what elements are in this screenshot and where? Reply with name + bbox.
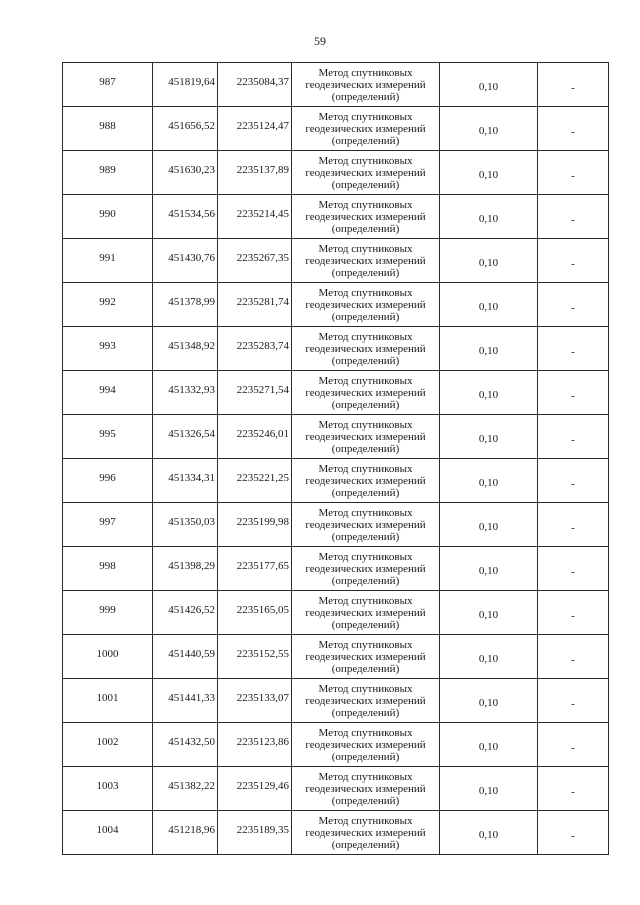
table-row: [63, 151, 609, 195]
table-row: [63, 723, 609, 767]
coordinate-y: 2235137,89: [218, 151, 292, 195]
coordinate-y: 2235084,37: [218, 63, 292, 107]
coordinate-x: 451656,52: [153, 107, 218, 151]
coordinate-x: 451378,99: [153, 283, 218, 327]
description-cell: -: [538, 811, 609, 855]
point-number: 991: [63, 239, 153, 283]
table-row: [63, 459, 609, 503]
table-row: [63, 195, 609, 239]
coordinate-y: 2235199,98: [218, 503, 292, 547]
point-number: 1004: [63, 811, 153, 855]
description-cell: -: [538, 371, 609, 415]
coordinate-x: 451440,59: [153, 635, 218, 679]
method-cell: Метод спутниковых геодезических измерений (определений): [292, 107, 440, 151]
method-cell: Метод спутниковых геодезических измерений (определений): [292, 195, 440, 239]
coordinate-y: 2235271,54: [218, 371, 292, 415]
method-cell: Метод спутниковых геодезических измерений (определений): [292, 547, 440, 591]
table-row: [63, 415, 609, 459]
description-cell: -: [538, 503, 609, 547]
point-number: 987: [63, 63, 153, 107]
coordinate-x: 451332,93: [153, 371, 218, 415]
coordinate-x: 451430,76: [153, 239, 218, 283]
coordinate-x: 451426,52: [153, 591, 218, 635]
coordinate-x: 451382,22: [153, 767, 218, 811]
table-row: [63, 767, 609, 811]
point-number: 994: [63, 371, 153, 415]
table-row: [63, 327, 609, 371]
table-row: [63, 547, 609, 591]
description-cell: -: [538, 195, 609, 239]
table-row: [63, 283, 609, 327]
description-cell: -: [538, 63, 609, 107]
method-cell: Метод спутниковых геодезических измерений (определений): [292, 327, 440, 371]
table-row: [63, 679, 609, 723]
method-cell: Метод спутниковых геодезических измерений (определений): [292, 239, 440, 283]
coordinate-x: 451432,50: [153, 723, 218, 767]
accuracy-cell: 0,10: [440, 63, 538, 107]
description-cell: -: [538, 415, 609, 459]
accuracy-cell: 0,10: [440, 679, 538, 723]
coordinate-x: 451326,54: [153, 415, 218, 459]
point-number: 993: [63, 327, 153, 371]
method-cell: Метод спутниковых геодезических измерений (определений): [292, 371, 440, 415]
method-cell: Метод спутниковых геодезических измерений (определений): [292, 811, 440, 855]
coordinate-y: 2235283,74: [218, 327, 292, 371]
accuracy-cell: 0,10: [440, 107, 538, 151]
accuracy-cell: 0,10: [440, 723, 538, 767]
method-cell: Метод спутниковых геодезических измерений (определений): [292, 767, 440, 811]
coordinate-y: 2235214,45: [218, 195, 292, 239]
coordinate-y: 2235152,55: [218, 635, 292, 679]
coordinate-y: 2235177,65: [218, 547, 292, 591]
accuracy-cell: 0,10: [440, 239, 538, 283]
method-cell: Метод спутниковых геодезических измерений (определений): [292, 283, 440, 327]
accuracy-cell: 0,10: [440, 503, 538, 547]
coordinate-x: 451218,96: [153, 811, 218, 855]
coordinate-y: 2235267,35: [218, 239, 292, 283]
table-row: [63, 371, 609, 415]
accuracy-cell: 0,10: [440, 151, 538, 195]
table-row: [63, 63, 609, 107]
description-cell: -: [538, 679, 609, 723]
point-number: 998: [63, 547, 153, 591]
accuracy-cell: 0,10: [440, 547, 538, 591]
accuracy-cell: 0,10: [440, 371, 538, 415]
table-row: [63, 635, 609, 679]
coordinate-x: 451819,64: [153, 63, 218, 107]
method-cell: Метод спутниковых геодезических измерений (определений): [292, 459, 440, 503]
description-cell: -: [538, 107, 609, 151]
accuracy-cell: 0,10: [440, 283, 538, 327]
accuracy-cell: 0,10: [440, 811, 538, 855]
method-cell: Метод спутниковых геодезических измерений (определений): [292, 151, 440, 195]
method-cell: Метод спутниковых геодезических измерений (определений): [292, 503, 440, 547]
coordinate-y: 2235129,46: [218, 767, 292, 811]
table-row: [63, 811, 609, 855]
accuracy-cell: 0,10: [440, 195, 538, 239]
description-cell: -: [538, 723, 609, 767]
point-number: 999: [63, 591, 153, 635]
point-number: 989: [63, 151, 153, 195]
method-cell: Метод спутниковых геодезических измерений (определений): [292, 591, 440, 635]
accuracy-cell: 0,10: [440, 767, 538, 811]
coordinate-y: 2235221,25: [218, 459, 292, 503]
method-cell: Метод спутниковых геодезических измерений (определений): [292, 415, 440, 459]
description-cell: -: [538, 547, 609, 591]
coordinate-x: 451441,33: [153, 679, 218, 723]
coordinate-x: 451348,92: [153, 327, 218, 371]
coordinate-x: 451334,31: [153, 459, 218, 503]
point-number: 1000: [63, 635, 153, 679]
point-number: 1002: [63, 723, 153, 767]
table-body: [63, 63, 609, 855]
point-number: 990: [63, 195, 153, 239]
point-number: 995: [63, 415, 153, 459]
point-number: 996: [63, 459, 153, 503]
table-row: [63, 591, 609, 635]
description-cell: -: [538, 459, 609, 503]
coordinate-x: 451534,56: [153, 195, 218, 239]
description-cell: -: [538, 239, 609, 283]
description-cell: -: [538, 635, 609, 679]
description-cell: -: [538, 151, 609, 195]
page-number: 59: [314, 34, 326, 48]
coordinate-x: 451350,03: [153, 503, 218, 547]
table-row: [63, 503, 609, 547]
description-cell: -: [538, 767, 609, 811]
method-cell: Метод спутниковых геодезических измерений (определений): [292, 679, 440, 723]
coordinate-x: 451630,23: [153, 151, 218, 195]
accuracy-cell: 0,10: [440, 459, 538, 503]
description-cell: -: [538, 283, 609, 327]
method-cell: Метод спутниковых геодезических измерений (определений): [292, 635, 440, 679]
method-cell: Метод спутниковых геодезических измерений (определений): [292, 723, 440, 767]
coordinate-y: 2235165,05: [218, 591, 292, 635]
point-number: 988: [63, 107, 153, 151]
description-cell: -: [538, 327, 609, 371]
coordinate-y: 2235189,35: [218, 811, 292, 855]
point-number: 1001: [63, 679, 153, 723]
point-number: 1003: [63, 767, 153, 811]
method-cell: Метод спутниковых геодезических измерений (определений): [292, 63, 440, 107]
coordinates-table: [62, 62, 609, 855]
accuracy-cell: 0,10: [440, 327, 538, 371]
table-row: [63, 107, 609, 151]
point-number: 997: [63, 503, 153, 547]
coordinate-x: 451398,29: [153, 547, 218, 591]
accuracy-cell: 0,10: [440, 635, 538, 679]
table-row: [63, 239, 609, 283]
coordinate-y: 2235281,74: [218, 283, 292, 327]
coordinate-y: 2235123,86: [218, 723, 292, 767]
accuracy-cell: 0,10: [440, 415, 538, 459]
coordinate-y: 2235124,47: [218, 107, 292, 151]
coordinate-y: 2235133,07: [218, 679, 292, 723]
coordinate-y: 2235246,01: [218, 415, 292, 459]
accuracy-cell: 0,10: [440, 591, 538, 635]
point-number: 992: [63, 283, 153, 327]
description-cell: -: [538, 591, 609, 635]
